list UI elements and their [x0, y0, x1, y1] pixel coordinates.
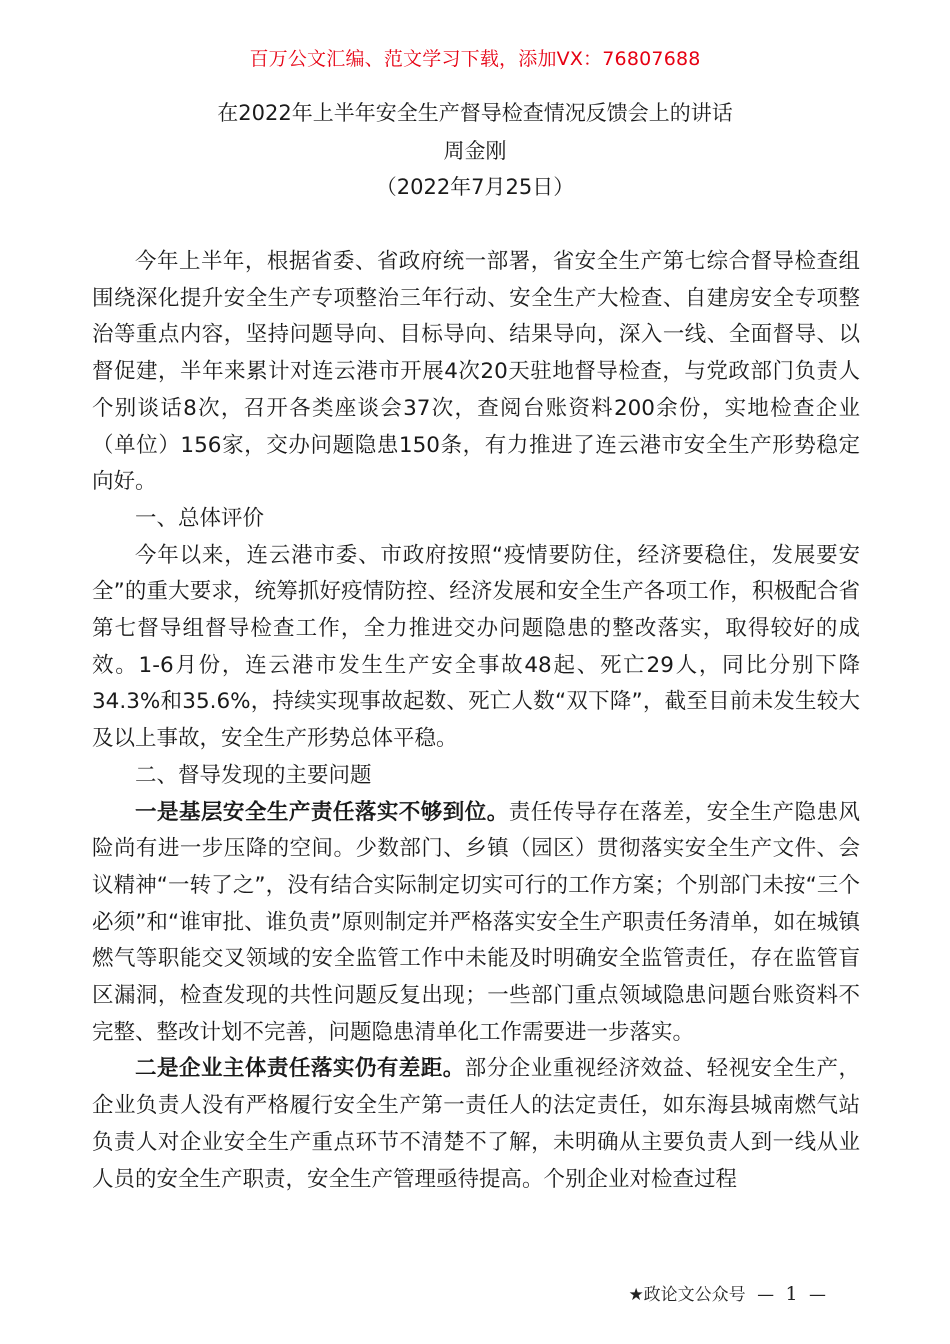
problem-one-lead: 一是基层安全生产责任落实不够到位。	[135, 799, 509, 825]
intro-paragraph: 今年上半年，根据省委、省政府统一部署，省安全生产第七综合督导检查组围绕深化提升安全生产专项整治三年行动、安全生产大检查、自建房安全专项整治等重点内容，坚持问题导向、目标导向、结果导向，深入一线、全面督导、以督促建，半年来累计对连云港市开展4次20天驻地督导检查，与党政部门负责人个别谈话8次，召开各类座谈会37次，查阅台账资料200余份，实地检查企业（单位）156家，交办问题隐患150条，有力推进了连云港市安全生产形势稳定向好。	[92, 249, 860, 495]
footer-source: ★政论文公众号	[628, 1285, 746, 1305]
speech-date: （2022年7月25日）	[375, 175, 575, 199]
evaluation-paragraph: 今年以来，连云港市委、市政府按照“疫情要防住，经济要稳住，发展要安全”的重大要求，统筹抓好疫情防控、经济发展和安全生产各项工作，积极配合省第七督导组督导检查工作，全力推进交办问题隐患的整改落实，取得较好的成效。1-6月份，连云港市发生生产安全事故48起、死亡29人，同比分别下降34.3%和35.6%，持续实现事故起数、死亡人数“双下降”，截至目前未发生较大及以上事故，安全生产形势总体平稳。	[92, 542, 860, 752]
problem-two-text: 部分企业重视经济效益、轻视安全生产，企业负责人没有严格履行安全生产第一责任人的法定责任，如东海县城南燃气站负责人对企业安全生产重点环节不清楚不了解，未明确从主要负责人到一线从业人员的安全生产职责，安全生产管理亟待提高。个别企业对检查过程	[92, 1056, 860, 1192]
section-heading-main-problems: 二、督导发现的主要问题	[135, 762, 372, 788]
promo-banner: 百万公文汇编、范文学习下载，添加VX：76807688	[249, 48, 701, 70]
problem-two-lead: 二是企业主体责任落实仍有差距。	[135, 1056, 465, 1082]
section-heading-overall-evaluation: 一、总体评价	[135, 505, 265, 531]
document-body	[92, 244, 860, 1198]
problem-one-text: 责任传导存在落差，安全生产隐患风险尚有进一步压降的空间。少数部门、乡镇（园区）贯彻落实安全生产文件、会议精神“一转了之”，没有结合实际制定切实可行的工作方案；个别部门未按“三个必须”和“谁审批、谁负责”原则制定并严格落实安全生产职责任务清单，如在城镇燃气等职能交叉领域的安全监管工作中未能及时明确安全监管责任，存在监管盲区漏洞，检查发现的共性问题反复出现；一些部门重点领域隐患问题台账资料不完整、整改计划不完善，问题隐患清单化工作需要进一步落实。	[92, 799, 860, 1045]
problem-two-paragraph	[92, 1051, 860, 1198]
footer-dash-right: —	[809, 1285, 826, 1305]
footer-dash-left: —	[757, 1285, 775, 1305]
speech-author: 周金刚	[443, 139, 507, 163]
problem-one-paragraph	[92, 795, 860, 1052]
page-number: 1	[785, 1283, 798, 1305]
speech-title: 在2022年上半年安全生产督导检查情况反馈会上的讲话	[217, 101, 733, 125]
page-footer	[628, 1282, 832, 1307]
